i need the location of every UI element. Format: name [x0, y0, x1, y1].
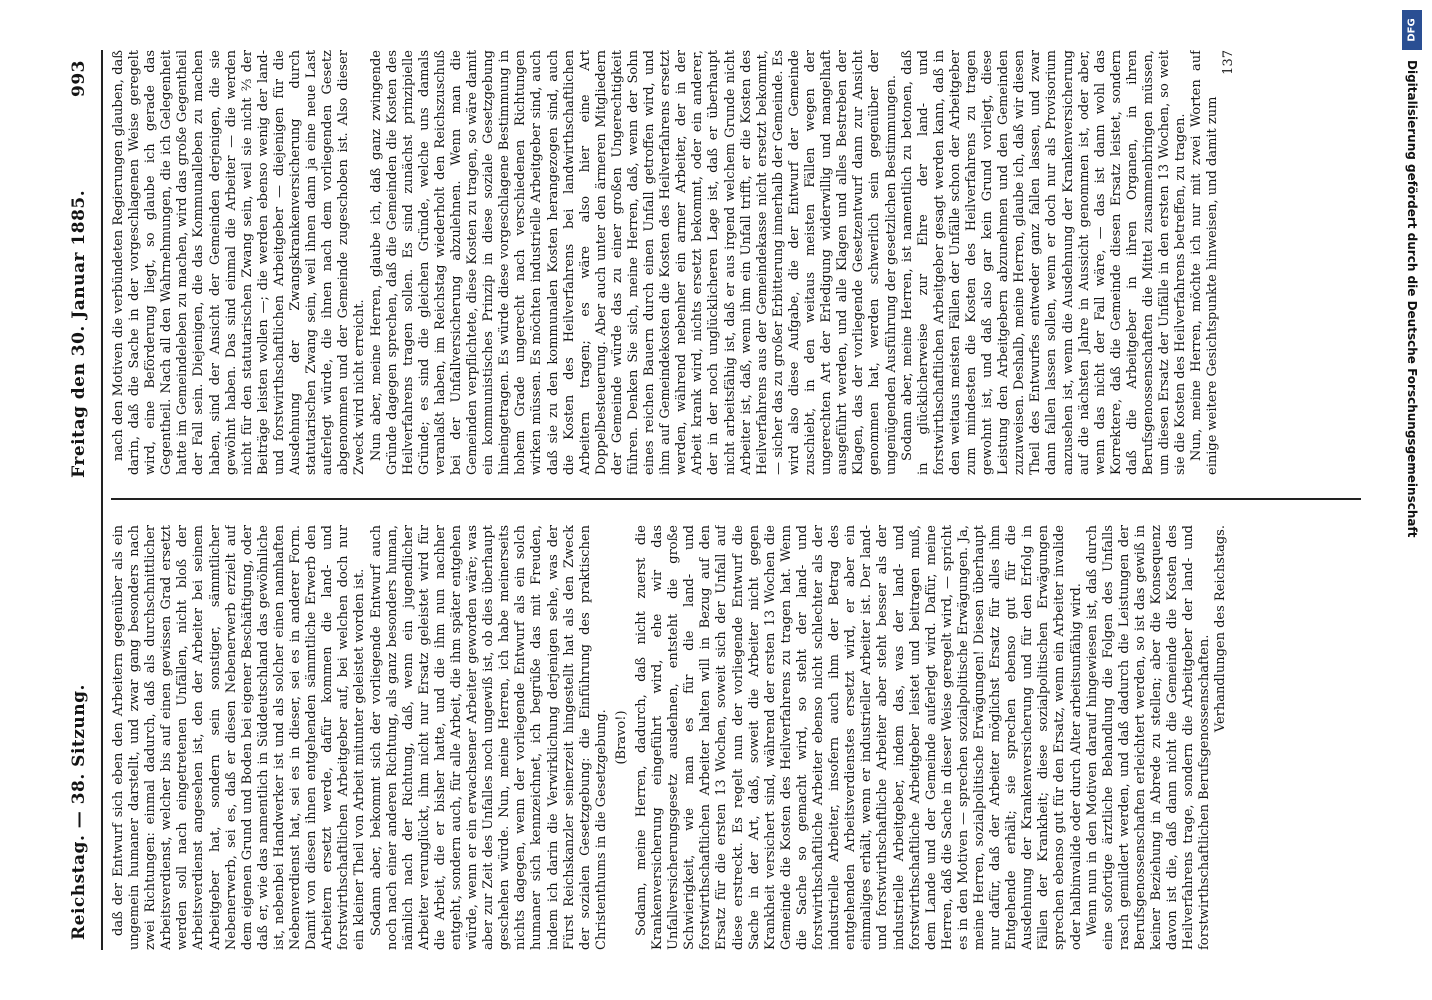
header-right: [69, 60, 89, 478]
paragraph: Sodann, meine Herren, dadurch, daß nicht zuerst die Krankenversicherung eingeführt wird, ehe wir das Unfallversicherungsgesetz ausdehnen, entsteht die große Schwierigkeit, wie man es für die land- und forstwirthschaftlichen Arbeiter halten will in Bezug auf den Ersatz für die ersten 13 Wochen, soweit sich der Unfall auf diese erstreckt. Es regelt nun der vorliegende Entwurf die Sache in der Art, daß, soweit die Arbeiter nicht gegen Krankheit versichert sind, während der ersten 13 Wochen die Gemeinde die Kosten des Heilverfahrens zu tragen hat. Wenn die Sache so gemacht wird, so steht der land- und forstwirthschaftliche Arbeiter ebenso nicht schlechter als der industrielle Arbeiter, insofern auch ihm der Betrag des entgehenden Arbeitsverdienstes ersetzt wird, er aber ein einmaliges erhält, wenn er industrieller Arbeiter ist. Der land- und forstwirthschaftliche Arbeiter aber steht besser als der industrielle Arbeitgeber, indem das, was der land- und forstwirthschaftliche Arbeitgeber leistet und beitragen muß, dem Lande und der Gemeinde auferlegt wird. Dafür, meine Herren, daß die Sache in dieser Weise geregelt wird, — spricht es in den Motiven — sprechen sozialpolitische Erwägungen. Ja, meine Herren, sozialpolitische Erwägungen! Diesen überhaupt nur dafür, daß der Arbeiter möglichst Ersatz für alles ihm Entgehende erhält; sie sprechen ebenso gut für die Ausdehnung der Krankenversicherung und für den Erfolg in Fällen der Krankheit; diese sozialpolitischen Erwägungen sprechen ebenso gut für den Ersatz, wenn ein Arbeiter invalide oder halbinvalide oder durch Alter arbeitsunfähig wird.: [634, 525, 1084, 950]
digitization-sidebar: [1400, 0, 1426, 1000]
interjection: (Bravo!): [613, 710, 629, 765]
paragraph: nach den Motiven die verbündeten Regierungen glauben, daß darin, daß die Sache in der vorgeschlagenen Weise geregelt wird, eine Beförderung liegt, so glaube ich gerade das Gegentheil. Nach all den Wahrnehmungen, die ich Gelegenheit hatte im Gemeindeleben zu machen, wird das große Gegentheil der Fall sein. Diejenigen, die das Kommunalleben zu machen haben, sind der Ansicht der Gemeinden derjenigen, die sie gewöhnt haben. Das sind einmal die Arbeiter — die werden nicht für den statutarischen Zwang sein, weil sie nicht ⅔ der Beiträge leisten wollen —; die werden ebenso wenig der land- und forstwirthschaftlichen Arbeitgeber — diejenigen für die Ausdehnung der Zwangskrankenversicherung durch statutarischen Zwang sein, weil ihnen dann ja eine neue Last auferlegt würde, die ihnen nach dem vorliegenden Gesetz abgenommen und der Gemeinde zugeschoben ist. Also dieser Zweck wird nicht erreicht.: [111, 50, 368, 475]
funding-credit: Digitalisierung gefördert durch die Deutsche Forschungsgemeinschaft: [1405, 60, 1419, 538]
column-divider: [111, 498, 1361, 500]
running-header: [69, 60, 95, 940]
page-number: 993: [69, 60, 89, 97]
text-column-right: [111, 50, 1366, 475]
paragraph: daß der Entwurf sich eben den Arbeitern gegenüber als ein ungemein humaner darstellt, und zwar gang besonders nach zwei Richtungen: einmal dadurch, daß als durchschnittlicher Arbeitsverdienst, welcher bis auf einen gewissen Grad ersetzt werden soll nach eingetretenen Unfällen, nicht bloß der Arbeitsverdienst angesehen ist, den der Arbeiter bei seinem Arbeitgeber hat, sondern sein sonstiger, sämmtlicher Nebenerwerb, sei es, daß er diesen Nebenerwerb erzielt auf dem eigenen Grund und Boden bei eigener Beschäftigung, oder daß er, wie das namentlich in Süddeutschland das gewöhnliche ist, nebenbei Handwerker ist und als solcher einen namhaften Nebenverdienst hat, sei es in dieser, sei es in anderer Form. Damit von diesen ihnen entgehenden sämmtliche Erwerb den Arbeitern ersetzt werde, dafür kommen die land- und forstwirthschaftlichen Arbeitgeber auf, bei welchen doch nur ein kleiner Theil von Arbeit mitunter geleistet worden ist.: [111, 525, 368, 950]
signature-mark: 137: [1221, 50, 1237, 75]
header-left: Reichstag. — 38. Sitzung.: [69, 684, 89, 940]
paragraph: Sodann aber, meine Herren, ist namentlich zu betonen, daß in glücklicherweise zur Ehre der land- und forstwirthschaftlichen Arbeitgeber gesagt werden kann, daß in den weitaus meisten Fällen der Unfälle schon der Arbeitgeber zum mindesten die Kosten des Heilverfahrens zu tragen gewohnt ist, und daß also gar kein Grund vorliegt, diese Leistung den Arbeitgebern abzunehmen und den Gemeinden zuzuweisen. Deshalb, meine Herren, glaube ich, daß wir diesen Theil des Entwurfes entweder ganz fallen lassen, und zwar dann fallen lassen sollen, wenn er doch nur als Provisorium anzusehen ist, wenn die Ausdehnung der Krankenversicherung auf die nächsten Jahre in Aussicht genommen ist, oder aber, wenn das nicht der Fall wäre, — das ist dann wohl das Korrektere, daß die Gemeinde diesen Ersatz leistet, sondern daß die Arbeitgeber in ihren Organen, in ihren Berufsgenossenschaften die Mittel zusammenbringen müssen, um diesen Ersatz der Unfälle in den ersten 13 Wochen, so weit sie die Kosten des Heilverfahrens betreffen, zu tragen.: [899, 50, 1189, 475]
document-page: [51, 20, 1381, 980]
paragraph: Sodann aber, bekommt sich der vorliegende Entwurf auch noch nach einer anderen Richtung, als ganz besonders human, nämlich nach der Richtung, daß, wenn ein jugendlicher Arbeiter verunglückt, ihm nicht nur Ersatz geleistet wird für die Arbeit, die er bisher hatte, und die ihm nun nachher entgeht, sondern auch, für alle Arbeit, die ihm später entgehen würde, wenn er ein erwachsener Arbeiter geworden wäre; was aber zur Zeit des Unfalles noch ungewiß ist, ob dies überhaupt geschehen würde. Nun, meine Herren, ich habe meinerseits nichts dagegen, wenn der vorliegende Entwurf als ein solch humaner sich kennzeichnet, ich begrüße das mit Freuden, indem ich darin die Verwirklichung derjenigen sehe, was der Fürst Reichskanzler seinerzeit hingestellt hat als den Zweck der sozialen Gesetzgebung: die Einführung des praktischen Christenthums in die Gesetzgebung.: [368, 525, 609, 950]
paragraph: Nun aber, meine Herren, glaube ich, daß ganz zwingende Gründe dagegen sprechen, daß die Gemeinden die Kosten des Heilverfahrens tragen sollen. Es sind zunächst prinzipielle Gründe; es sind die gleichen Gründe, welche uns damals veranlaßt haben, im Reichstag wiederholt den Reichszuschuß bei der Unfallversicherung abzulehnen. Wenn man die Gemeinden verpflichtete, diese Kosten zu tragen, so wäre damit ein kommunistisches Prinzip in diese soziale Gesetzgebung hineingetragen. Es würde diese vorgeschlagene Bestimmung in hohem Grade ungerecht nach verschiedenen Richtungen wirken müssen. Es möchten industrielle Arbeitgeber sind, auch daß sie zu den kommunalen Kosten herangezogen sind, auch die Kosten des Heilverfahrens bei landwirthschaftlichen Arbeitern tragen; es wäre also hier eine Art Doppelbesteuerung. Aber auch unter den ärmeren Mitgliedern der Gemeinde würde das zu einer großen Ungerechtigkeit führen. Denken Sie sich, meine Herren, daß, wenn der Sohn eines reichen Bauern durch einen Unfall getroffen wird, und ihm auf Gemeindekosten die Kosten des Heilverfahrens ersetzt werden, während nebenher ein armer Arbeiter, der in der Arbeit krank wird, nichts ersetzt bekommt, oder ein anderer, der in der noch unglücklicheren Lage ist, daß er überhaupt nicht arbeitsfähig ist, daß er aus irgend welchem Grunde nicht Arbeiter ist, daß, wenn ihm ein Unfall trifft, er die Kosten des Heilverfahrens aus der Gemeindekasse nicht ersetzt bekommt, — sicher das zu großer Erbitterung innerhalb der Gemeinde. Es wird also diese Aufgabe, die der Entwurf der Gemeinde zuschiebt, in den weitaus meisten Fällen wegen der ungerechten Art der Erledigung widerwillig und mangelhaft ausgeführt werden, und alle Klagen und alles Bestreben der Klagen, das der vorliegende Gesetzentwurf dann zur Ansicht genommen hat, werden schwerlich sein gegenüber der ungenügenden Ausführung der gesetzlichen Bestimmungen.: [368, 50, 899, 475]
dfg-logo: DFG: [1402, 10, 1422, 50]
header-rule: [101, 50, 103, 950]
paragraph: Wenn nun in den Motiven darauf hingewiesen ist, daß durch eine sofortige ärztliche Behandlung die Folgen des Unfalls rasch gemildert werden, und daß dadurch die Leistungen der Berufsgenossenschaften erleichtert werden, so ist das gewiß in keiner Beziehung in Abrede zu stellen; aber die Konsequenz davon ist die, daß dann nicht die Gemeinde die Kosten des Heilverfahrens trage, sondern die Arbeitgeber der land- und forstwirthschaftlichen Berufsgenossenschaften.: [1084, 525, 1213, 950]
footer-label: Verhandlungen des Reichstags.: [1213, 525, 1229, 733]
text-column-left: [111, 525, 1366, 950]
paragraph: Nun, meine Herren, möchte ich nur mit zwei Worten auf einige weitere Gesichtspunkte hinweisen, und damit zum: [1189, 50, 1221, 475]
header-date: Freitag den 30. Januar 1885.: [69, 189, 89, 478]
